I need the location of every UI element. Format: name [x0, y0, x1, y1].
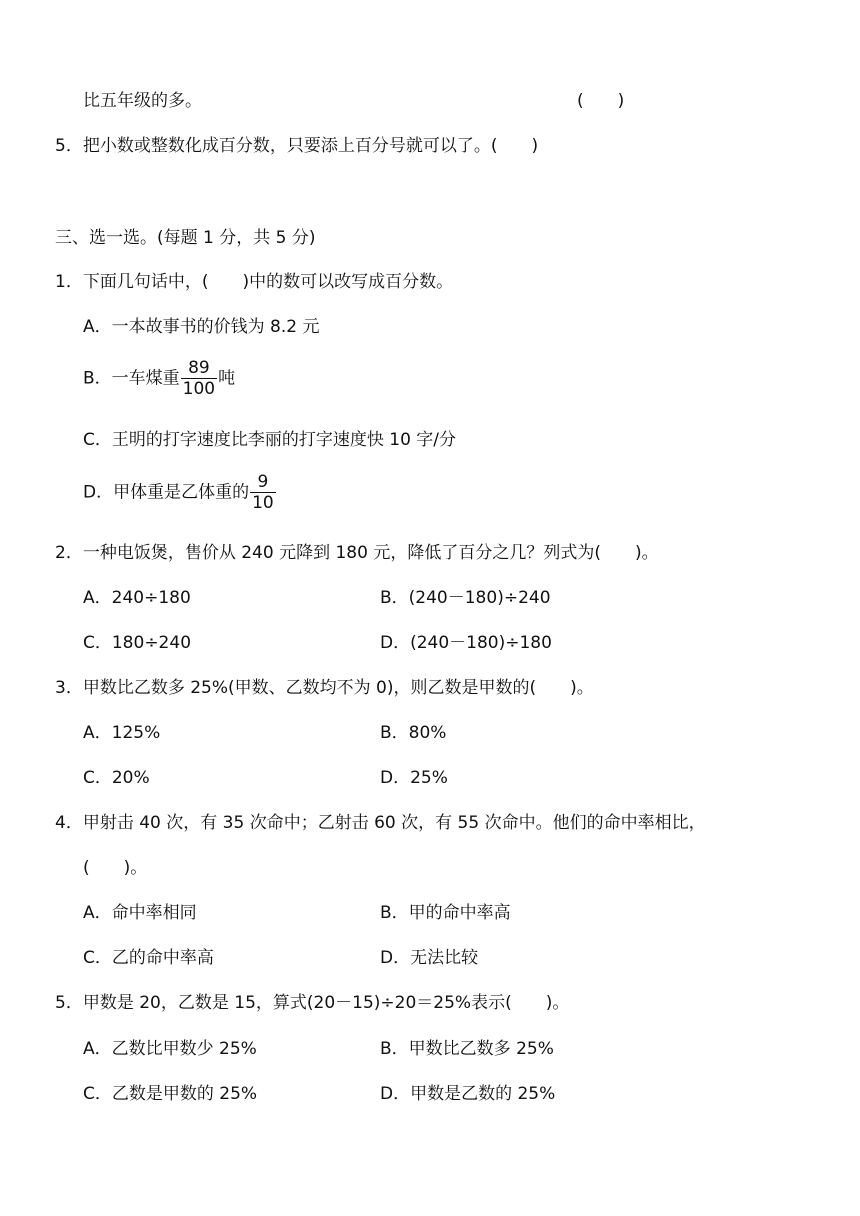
question-2-stem: 2．一种电饭煲，售价从 240 元降到 180 元，降低了百分之几？列式为( )。	[55, 543, 659, 563]
fraction	[181, 358, 217, 399]
question-1-option-a: A．一本故事书的价钱为 8.2 元	[83, 317, 320, 337]
option-b-suffix: 吨	[218, 368, 236, 389]
fraction	[250, 472, 276, 513]
question-3-option-c: C．20%	[83, 768, 150, 788]
question-4-option-c: C．乙的命中率高	[83, 948, 214, 968]
question-3-option-d: D．25%	[380, 768, 448, 788]
previous-question-continuation: 比五年级的多。	[83, 91, 202, 111]
question-3-option-a: A．125%	[83, 723, 161, 743]
judge-question-5: 5．把小数或整数化成百分数，只要添上百分号就可以了。( )	[55, 136, 539, 156]
section-heading: 三、选一选。(每题 1 分，共 5 分)	[55, 228, 316, 248]
fraction-numerator: 89	[188, 358, 210, 378]
answer-blank: ( )	[577, 91, 625, 111]
fraction-denominator: 100	[182, 379, 216, 399]
question-2-option-d: D．(240－180)÷180	[380, 633, 552, 653]
fraction-denominator: 10	[252, 493, 274, 513]
question-1-option-c: C．王明的打字速度比李丽的打字速度快 10 字/分	[83, 430, 457, 450]
question-4-stem-continued: ( )。	[83, 858, 148, 878]
question-5-option-b: B．甲数比乙数多 25%	[380, 1039, 554, 1059]
question-1-stem: 1．下面几句话中，( )中的数可以改写成百分数。	[55, 272, 454, 292]
question-4-option-a: A．命中率相同	[83, 903, 197, 923]
question-2-option-c: C．180÷240	[83, 633, 192, 653]
question-5-option-a: A．乙数比甲数少 25%	[83, 1039, 257, 1059]
fraction-numerator: 9	[257, 472, 269, 492]
option-d-prefix: D．甲体重是乙体重的	[83, 482, 250, 503]
question-4-stem: 4．甲射击 40 次，有 35 次命中；乙射击 60 次，有 55 次命中。他们的命中率相比，	[55, 813, 706, 833]
option-b-prefix: B．一车煤重	[83, 368, 180, 389]
question-3-option-b: B．80%	[380, 723, 447, 743]
question-1-option-b	[83, 358, 235, 399]
question-5-option-d: D．甲数是乙数的 25%	[380, 1084, 556, 1104]
question-4-option-b: B．甲的命中率高	[380, 903, 511, 923]
question-4-option-d: D．无法比较	[380, 948, 479, 968]
question-2-option-b: B．(240－180)÷240	[380, 588, 551, 608]
question-5-stem: 5．甲数是 20，乙数是 15，算式(20－15)÷20＝25%表示( )。	[55, 993, 570, 1013]
question-3-stem: 3．甲数比乙数多 25%(甲数、乙数均不为 0)，则乙数是甲数的( )。	[55, 678, 594, 698]
question-5-option-c: C．乙数是甲数的 25%	[83, 1084, 258, 1104]
question-1-option-d	[83, 472, 277, 513]
question-2-option-a: A．240÷180	[83, 588, 191, 608]
